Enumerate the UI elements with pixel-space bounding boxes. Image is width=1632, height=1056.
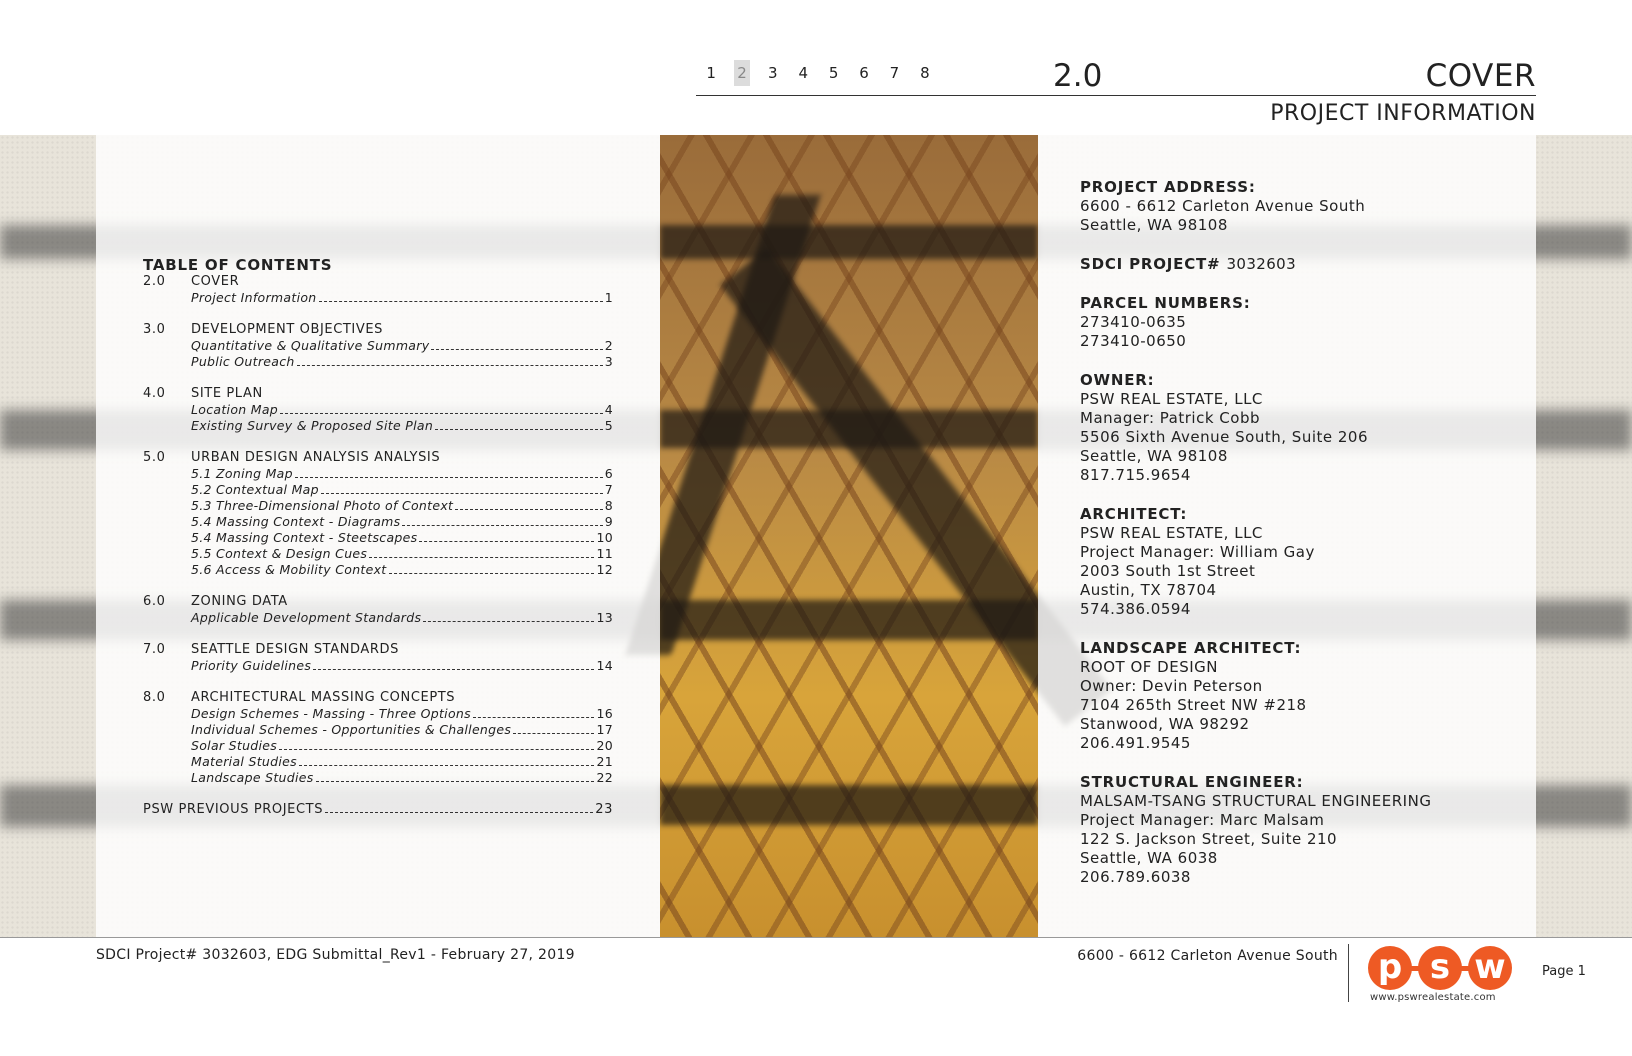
toc-section-label: SEATTLE DESIGN STANDARDS [191, 642, 400, 657]
toc-item-label: Material Studies [191, 754, 297, 769]
toc-item-label: Applicable Development Standards [191, 610, 422, 625]
toc-section-number: 2.0 [143, 274, 166, 289]
website-link[interactable]: www.pswrealestate.com [1370, 992, 1496, 1003]
dot-leader [313, 669, 594, 670]
architect-line: Project Manager: William Gay [1080, 543, 1315, 561]
page-navigation [696, 60, 940, 86]
dot-leader [431, 349, 602, 350]
toc-previous-projects-page: 23 [595, 802, 613, 817]
rail-shadow [660, 225, 1038, 259]
page-number: Page 1 [1542, 964, 1586, 979]
toc-item-label: Solar Studies [191, 738, 278, 753]
logo-letter: w [1468, 946, 1512, 990]
dot-leader [419, 541, 594, 542]
toc-previous-projects-label: PSW PREVIOUS PROJECTS [143, 802, 324, 817]
landscape-line: Stanwood, WA 98292 [1080, 715, 1250, 733]
architect-phone: 574.386.0594 [1080, 600, 1191, 618]
sdci-label: SDCI PROJECT# [1080, 255, 1221, 273]
toc-section [143, 594, 613, 626]
toc-item-page: 22 [596, 770, 613, 785]
page-link-8[interactable]: 8 [920, 64, 930, 82]
dot-leader [369, 557, 594, 558]
toc-item-page: 3 [604, 354, 613, 369]
sdci-number: 3032603 [1226, 255, 1297, 273]
toc-item-label: 5.6 Access & Mobility Context [191, 562, 387, 577]
toc-previous-projects[interactable] [143, 802, 613, 818]
toc-item[interactable] [143, 482, 613, 498]
dot-leader [316, 781, 595, 782]
toc-item-label: Quantitative & Qualitative Summary [191, 338, 430, 353]
diamond-plate-photo [660, 135, 1038, 937]
toc-section-label: ARCHITECTURAL MASSING CONCEPTS [191, 690, 456, 705]
logo-letter: s [1418, 946, 1462, 990]
toc-item-label: Public Outreach [191, 354, 295, 369]
toc-item-label: 5.5 Context & Design Cues [191, 546, 368, 561]
toc-item-label: Priority Guidelines [191, 658, 312, 673]
toc-section-heading[interactable] [143, 322, 613, 338]
footer-vertical-divider [1348, 944, 1349, 1002]
owner-line: 5506 Sixth Avenue South, Suite 206 [1080, 428, 1368, 446]
toc-section-number: 6.0 [143, 594, 166, 609]
landscape-block [1080, 639, 1520, 753]
toc-item[interactable] [143, 338, 613, 354]
dot-leader [299, 765, 595, 766]
toc-item-page: 8 [604, 498, 613, 513]
toc-section-label: DEVELOPMENT OBJECTIVES [191, 322, 384, 337]
toc-item-label: Project Information [191, 290, 317, 305]
toc-item-page: 9 [604, 514, 613, 529]
toc-item-label: Landscape Studies [191, 770, 314, 785]
sdci-block [1080, 255, 1520, 274]
page-link-2-active[interactable]: 2 [734, 60, 749, 86]
toc-item-label: 5.4 Massing Context - Diagrams [191, 514, 401, 529]
footer-divider [0, 937, 1632, 938]
dot-leader [402, 525, 602, 526]
owner-line: Seattle, WA 98108 [1080, 447, 1228, 465]
structural-line: MALSAM-TSANG STRUCTURAL ENGINEERING [1080, 792, 1432, 810]
structural-phone: 206.789.6038 [1080, 868, 1191, 886]
logo-letter: p [1368, 946, 1412, 990]
header-divider [696, 95, 1536, 96]
section-subtitle: PROJECT INFORMATION [1270, 101, 1536, 126]
toc-section-number: 5.0 [143, 450, 166, 465]
toc-item-label: Location Map [191, 402, 279, 417]
address-line: 6600 - 6612 Carleton Avenue South [1080, 197, 1366, 215]
structural-block [1080, 773, 1520, 887]
toc-item-page: 7 [604, 482, 613, 497]
page-link-5[interactable]: 5 [828, 64, 839, 82]
toc-section-number: 7.0 [143, 642, 166, 657]
toc-item[interactable] [143, 610, 613, 626]
toc-item-label: 5.1 Zoning Map [191, 466, 293, 481]
toc-item[interactable] [143, 530, 613, 546]
toc-section-heading[interactable] [143, 642, 613, 658]
toc-section [143, 450, 613, 578]
toc-section [143, 274, 613, 306]
footer-project-info: SDCI Project# 3032603, EDG Submittal_Rev1 - February 27, 2019 [96, 947, 575, 963]
address-line: Seattle, WA 98108 [1080, 216, 1228, 234]
toc-item[interactable] [143, 498, 613, 514]
toc-item[interactable] [143, 514, 613, 530]
structural-heading: STRUCTURAL ENGINEER: [1080, 773, 1304, 791]
page-link-3[interactable]: 3 [768, 64, 778, 82]
toc-section [143, 642, 613, 674]
toc-section-label: URBAN DESIGN ANALYSIS ANALYSIS [191, 450, 441, 465]
dot-leader [297, 365, 603, 366]
toc-section [143, 690, 613, 786]
architect-line: 2003 South 1st Street [1080, 562, 1256, 580]
toc-item[interactable] [143, 354, 613, 370]
parcel-number: 273410-0635 [1080, 313, 1187, 331]
toc-section [143, 322, 613, 370]
owner-line: Manager: Patrick Cobb [1080, 409, 1260, 427]
dot-leader [473, 717, 595, 718]
address-heading: PROJECT ADDRESS: [1080, 178, 1256, 196]
toc-item[interactable] [143, 706, 613, 722]
dot-leader [321, 493, 603, 494]
toc-item-page: 12 [596, 562, 613, 577]
toc-section-heading[interactable] [143, 690, 613, 706]
landscape-heading: LANDSCAPE ARCHITECT: [1080, 639, 1302, 657]
parcel-number: 273410-0650 [1080, 332, 1187, 350]
toc-item-page: 1 [604, 290, 613, 305]
dot-leader [389, 573, 595, 574]
toc-item[interactable] [143, 770, 613, 786]
dot-leader [455, 509, 603, 510]
page-link-4[interactable]: 4 [798, 64, 808, 82]
table-of-contents [143, 256, 613, 818]
section-title: COVER [1425, 58, 1536, 94]
toc-item-label: 5.2 Contextual Map [191, 482, 319, 497]
toc-section-number: 8.0 [143, 690, 166, 705]
toc-item[interactable] [143, 722, 613, 738]
landscape-line: ROOT OF DESIGN [1080, 658, 1218, 676]
footer-address: 6600 - 6612 Carleton Avenue South [1077, 948, 1338, 964]
toc-section [143, 386, 613, 434]
dot-leader [513, 733, 594, 734]
toc-item-page: 6 [604, 466, 613, 481]
dot-leader [319, 301, 603, 302]
parcel-block [1080, 294, 1520, 351]
architect-line: PSW REAL ESTATE, LLC [1080, 524, 1263, 542]
dot-leader [423, 621, 594, 622]
toc-item-page: 11 [596, 546, 613, 561]
toc-item[interactable] [143, 418, 613, 434]
structural-line: Project Manager: Marc Malsam [1080, 811, 1325, 829]
toc-section-number: 4.0 [143, 386, 166, 401]
toc-item-page: 10 [596, 530, 613, 545]
structural-line: 122 S. Jackson Street, Suite 210 [1080, 830, 1338, 848]
toc-item[interactable] [143, 546, 613, 562]
toc-section-number: 3.0 [143, 322, 166, 337]
toc-section-heading[interactable] [143, 386, 613, 402]
dot-leader [435, 429, 603, 430]
landscape-line: 7104 265th Street NW #218 [1080, 696, 1307, 714]
toc-item-page: 20 [596, 738, 613, 753]
owner-block [1080, 371, 1520, 485]
toc-item[interactable] [143, 738, 613, 754]
toc-item[interactable] [143, 466, 613, 482]
address-block [1080, 178, 1520, 235]
toc-item[interactable] [143, 562, 613, 578]
dot-leader [295, 477, 603, 478]
toc-item[interactable] [143, 754, 613, 770]
toc-item-label: Existing Survey & Proposed Site Plan [191, 418, 434, 433]
psw-logo[interactable] [1368, 944, 1516, 1006]
section-number: 2.0 [1053, 58, 1103, 94]
toc-item-label: 5.3 Three-Dimensional Photo of Context [191, 498, 454, 513]
page-link-1[interactable]: 1 [706, 64, 716, 82]
sdci-heading [1080, 255, 1520, 274]
toc-item-page: 4 [604, 402, 613, 417]
dot-leader [325, 812, 593, 813]
toc-item-label: Design Schemes - Massing - Three Options [191, 706, 471, 721]
page-link-7[interactable]: 7 [889, 64, 900, 82]
toc-section-heading[interactable] [143, 594, 613, 610]
toc-item-page: 21 [596, 754, 613, 769]
toc-item-page: 5 [604, 418, 613, 433]
toc-item-page: 14 [596, 658, 613, 673]
project-information [1080, 178, 1520, 907]
structural-line: Seattle, WA 6038 [1080, 849, 1218, 867]
toc-item[interactable] [143, 402, 613, 418]
toc-item-page: 17 [596, 722, 613, 737]
toc-section-heading[interactable] [143, 274, 613, 290]
toc-section-label: COVER [191, 274, 240, 289]
dot-leader [280, 413, 603, 414]
architect-line: Austin, TX 78704 [1080, 581, 1217, 599]
toc-item-page: 16 [596, 706, 613, 721]
owner-line: PSW REAL ESTATE, LLC [1080, 390, 1263, 408]
toc-item-page: 2 [604, 338, 613, 353]
toc-item[interactable] [143, 290, 613, 306]
toc-section-heading[interactable] [143, 450, 613, 466]
toc-item[interactable] [143, 658, 613, 674]
psw-logo-mark [1368, 944, 1516, 992]
page-link-6[interactable]: 6 [859, 64, 869, 82]
architect-heading: ARCHITECT: [1080, 505, 1188, 523]
toc-item-label: Individual Schemes - Opportunities & Challenges [191, 722, 512, 737]
toc-title: TABLE OF CONTENTS [143, 256, 333, 274]
toc-section-label: ZONING DATA [191, 594, 288, 609]
toc-item-page: 13 [596, 610, 613, 625]
toc-section-label: SITE PLAN [191, 386, 263, 401]
dot-leader [279, 749, 594, 750]
toc-item-label: 5.4 Massing Context - Steetscapes [191, 530, 418, 545]
landscape-phone: 206.491.9545 [1080, 734, 1191, 752]
rail-shadow [660, 785, 1038, 825]
parcel-heading: PARCEL NUMBERS: [1080, 294, 1251, 312]
landscape-line: Owner: Devin Peterson [1080, 677, 1263, 695]
owner-heading: OWNER: [1080, 371, 1155, 389]
architect-block [1080, 505, 1520, 619]
owner-phone: 817.715.9654 [1080, 466, 1191, 484]
